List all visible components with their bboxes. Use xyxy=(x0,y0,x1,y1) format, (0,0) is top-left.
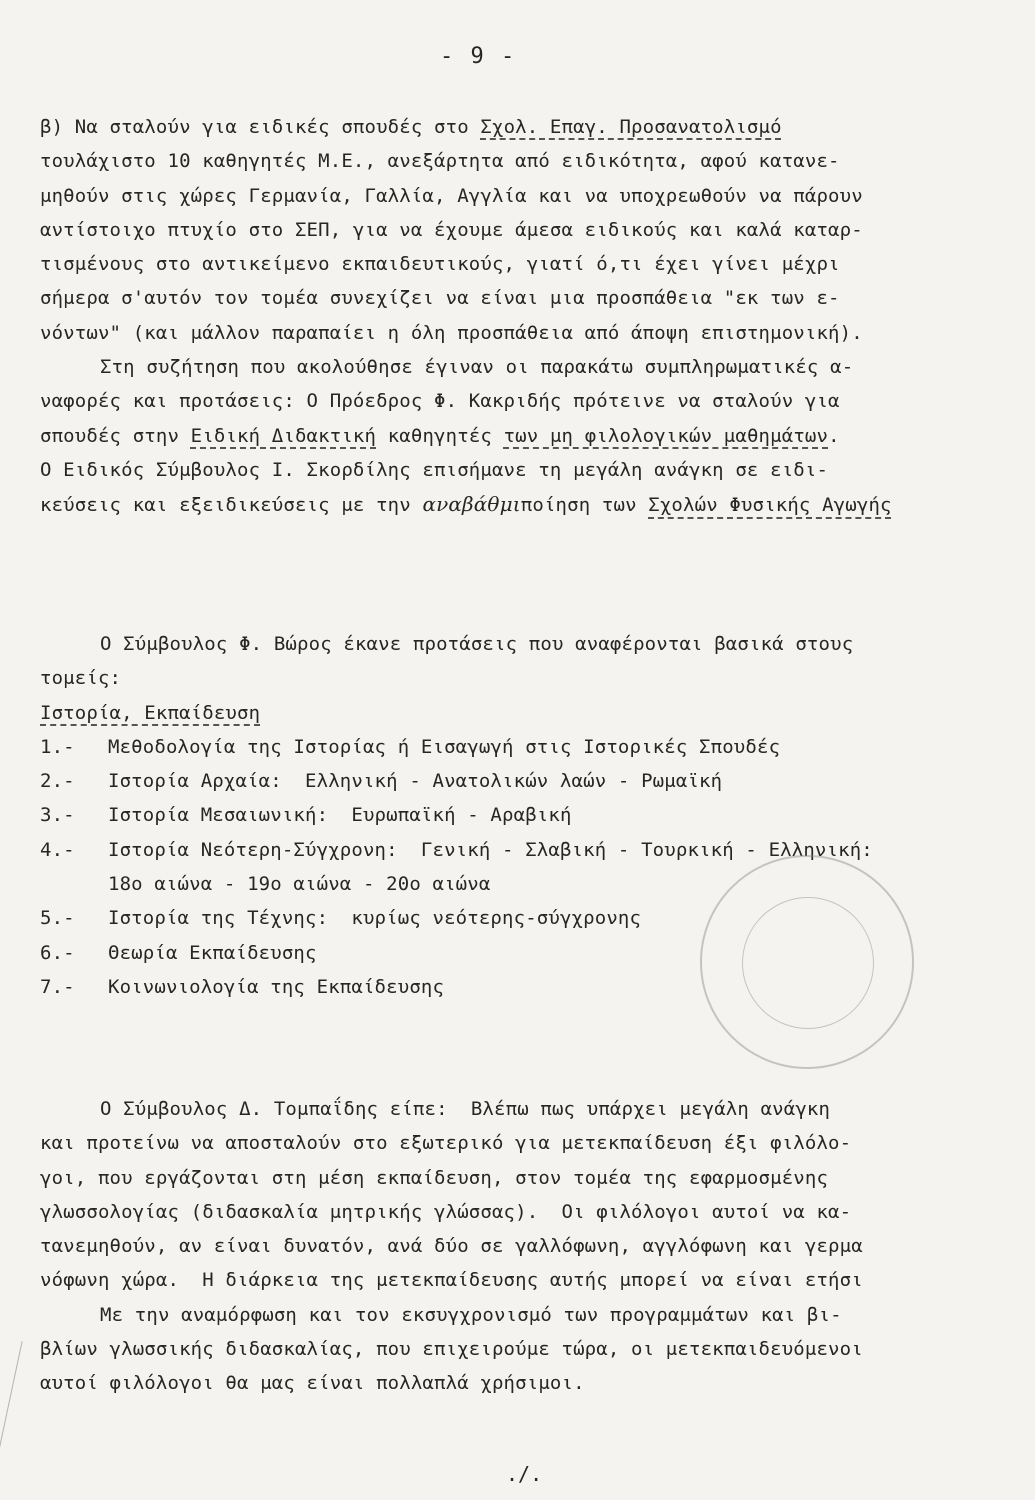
list-item xyxy=(40,833,1020,867)
text-line xyxy=(40,1092,1020,1126)
list-number: 6.- xyxy=(40,941,75,964)
section-heading: Ιστορία, Εκπαίδευση xyxy=(40,701,261,724)
text-line: αντίστοιχο πτυχίο στο ΣΕΠ, για να έχουμε άμεσα ειδικούς και καλά καταρ- xyxy=(40,218,863,241)
end-mark: ./. xyxy=(506,1462,543,1486)
text-fragment: κεύσεις και εξειδικεύσεις με την xyxy=(40,494,423,517)
text-fragment: σπουδές στην xyxy=(40,424,191,447)
list-item xyxy=(40,764,1020,798)
list-number: 5.- xyxy=(40,907,75,930)
underlined-term: Σχολ. Επαγ. Προσανατολισμό xyxy=(480,116,782,138)
tobaidis-section xyxy=(40,1092,1020,1401)
stamp-inner-ring xyxy=(742,897,874,1029)
list-text: Ιστορία της Τέχνης: κυρίως νεότερης-σύγχρονης xyxy=(108,907,642,930)
text-fragment: Ο Σύμβουλος Φ. Βώρος έκανε προτάσεις που αναφέρονται βασικά στους xyxy=(100,633,854,655)
underlined-term: των μη φιλολογικών μαθημάτων xyxy=(503,424,829,447)
text-line: τομείς: xyxy=(40,667,122,690)
list-text: Κοινωνιολογία της Εκπαίδευσης xyxy=(108,975,445,998)
text-line: γοι, που εργάζονται στη μέση εκπαίδευση, στον τομέα της εφαρμοσμένης xyxy=(40,1166,829,1189)
list-number: 7.- xyxy=(40,975,75,998)
list-text: 18ο αιώνα - 19ο αιώνα - 20ο αιώνα xyxy=(108,873,491,896)
text-line: τουλάχιστο 10 καθηγητές Μ.Ε., ανεξάρτητα από ειδικότητα, αφού κατανε- xyxy=(40,150,840,173)
list-text: Ιστορία Αρχαία: Ελληνική - Ανατολικών λαών - Ρωμαϊκή xyxy=(108,770,723,793)
text-line: Ο Ειδικός Σύμβουλος Ι. Σκορδίλης επισήμανε τη μεγάλη ανάγκη σε ειδι- xyxy=(40,458,829,481)
text-line: ναφορές και προτάσεις: Ο Πρόεδρος Φ. Κακριδής πρότεινε να σταλούν για xyxy=(40,390,840,413)
text-fragment: Στη συζήτηση που ακολούθησε έγιναν οι παρακάτω συμπληρωματικές α- xyxy=(100,356,854,379)
list-number: 4.- xyxy=(40,838,75,861)
text-line xyxy=(40,110,1020,144)
list-text: Μεθοδολογία της Ιστορίας ή Εισαγωγή στις Ιστορικές Σπουδές xyxy=(108,735,781,758)
text-line: τισμένους στο αντικείμενο εκπαιδευτικούς, γιατί ό,τι έχει γίνει μέχρι xyxy=(40,253,840,276)
section-b xyxy=(40,110,1020,522)
text-line: νόφωνη χώρα. Η διάρκεια της μετεκπαίδευσης αυτής μπορεί να είναι ετήσι xyxy=(40,1269,863,1292)
text-line: μηθούν στις χώρες Γερμανία, Γαλλία, Αγγλία και να υποχρεωθούν να πάρουν xyxy=(40,184,863,207)
handwritten-correction: αναβάθμι xyxy=(422,492,521,517)
list-item xyxy=(40,798,1020,832)
text-fragment: β) Να σταλούν για ειδικές σπουδές στο xyxy=(40,116,481,138)
text-fragment: . xyxy=(828,424,840,447)
list-text: Ιστορία Μεσαιωνική: Ευρωπαϊκή - Αραβική xyxy=(108,804,572,827)
underlined-term: Σχολών Φυσικής Αγωγής xyxy=(648,494,892,517)
list-number: 1.- xyxy=(40,735,75,758)
text-line xyxy=(40,696,1020,730)
list-number: 3.- xyxy=(40,804,75,827)
text-fragment: Με την αναμόρφωση και τον εκσυγχρονισμό των προγραμμάτων και βι- xyxy=(100,1303,842,1326)
margin-pen-mark xyxy=(0,1341,27,1489)
text-line: γλωσσολογίας (διδασκαλία μητρικής γλώσσας). Οι φιλόλογοι αυτοί να κα- xyxy=(40,1200,852,1223)
list-item xyxy=(40,730,1020,764)
text-line: βλίων γλωσσικής διδασκαλίας, που επιχειρούμε τώρα, οι μετεκπαιδευόμενοι xyxy=(40,1338,863,1361)
text-line: νόντων" (και μάλλον παραπαίει η όλη προσπάθεια από άποψη επιστημονική). xyxy=(40,321,863,344)
text-line: και προτείνω να αποσταλούν στο εξωτερικό για μετεκπαίδευση έξι φιλόλο- xyxy=(40,1132,852,1155)
text-fragment: ποίηση των xyxy=(520,494,649,517)
list-number: 2.- xyxy=(40,770,75,793)
text-line: τανεμηθούν, αν είναι δυνατόν, ανά δύο σε γαλλόφωνη, αγγλόφωνη και γερμα xyxy=(40,1235,863,1258)
text-fragment: Ο Σύμβουλος Δ. Τομπαΐδης είπε: Βλέπω πως υπάρχει μεγάλη ανάγκη xyxy=(100,1098,831,1120)
list-text: Ιστορία Νεότερη-Σύγχρονη: Γενική - Σλαβική - Τουρκική - Ελληνική: xyxy=(108,838,873,861)
underlined-term: Ειδική Διδακτική xyxy=(190,424,377,447)
text-line xyxy=(40,419,1020,453)
text-line: αυτοί φιλόλογοι θα μας είναι πολλαπλά χρήσιμοι. xyxy=(40,1372,585,1395)
text-line: σήμερα σ'αυτόν τον τομέα συνεχίζει να είναι μια προσπάθεια "εκ των ε- xyxy=(40,287,840,310)
text-line xyxy=(40,350,1020,384)
page-number: - 9 - xyxy=(440,44,517,69)
text-line xyxy=(40,1298,1020,1332)
official-stamp xyxy=(700,855,914,1069)
text-line xyxy=(40,487,1020,521)
list-text: Θεωρία Εκπαίδευσης xyxy=(108,941,317,964)
text-fragment: καθηγητές xyxy=(376,424,504,447)
text-line xyxy=(40,627,1020,661)
